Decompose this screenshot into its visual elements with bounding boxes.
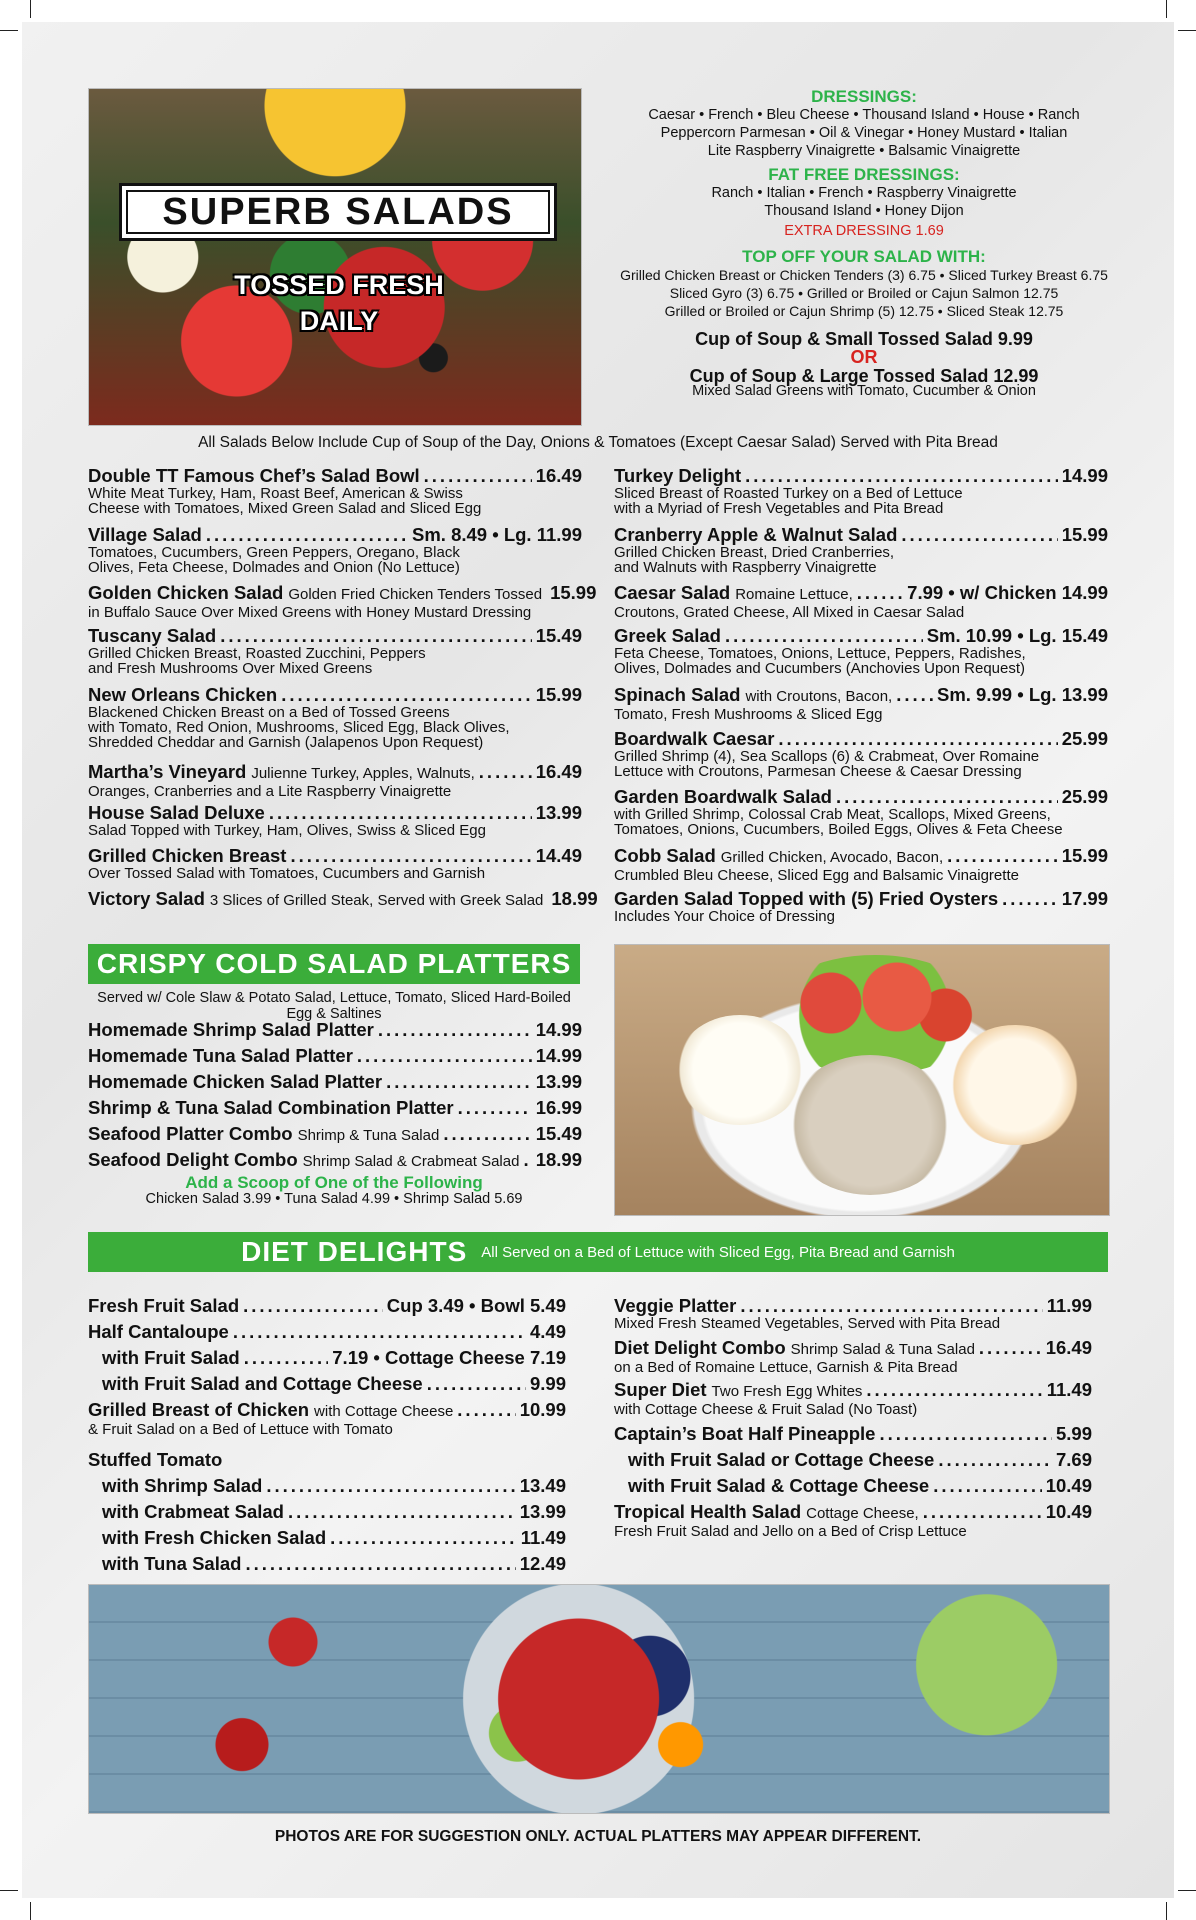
- hero-subtitle: TOSSED FRESH DAILY: [234, 270, 444, 336]
- item-price: 9.99: [529, 1373, 566, 1394]
- item-name: Village Salad: [88, 524, 202, 545]
- item-detail: Crumbled Bleu Cheese, Sliced Egg and Balsamic Vinaigrette: [614, 867, 1019, 884]
- menu-item-row: [102, 1554, 566, 1574]
- item-name: Golden Chicken Salad: [88, 582, 284, 603]
- menu-item-row: [614, 466, 1108, 486]
- item-price: 4.49: [529, 1321, 566, 1342]
- menu-item: [614, 889, 1108, 924]
- menu-item-row: [614, 1502, 1092, 1524]
- menu-item-row: [88, 1046, 582, 1066]
- item-detail: Mixed Fresh Steamed Vegetables, Served with Pita Bread: [614, 1315, 1001, 1332]
- item-price: 10.99: [519, 1399, 566, 1420]
- menu-item: [102, 1528, 566, 1548]
- item-detail: Fresh Fruit Salad and Jello on a Bed of Crisp Lettuce: [614, 1523, 967, 1540]
- leader-dots: [357, 1046, 532, 1066]
- leader-dots: [458, 1098, 532, 1118]
- item-detail: White Meat Turkey, Ham, Roast Beef, American & Swiss: [88, 485, 463, 502]
- item-price: 25.99: [1061, 786, 1108, 807]
- item-detail: with Tomato, Red Onion, Mushrooms, Sliced Egg, Black Olives,: [88, 719, 510, 736]
- menu-item-row: [88, 803, 582, 823]
- menu-item: [88, 1124, 582, 1146]
- item-price: 18.99: [551, 888, 598, 909]
- menu-item: [88, 1296, 566, 1316]
- menu-item: [88, 762, 582, 799]
- menu-item: [88, 1020, 582, 1040]
- item-detail: Tomatoes, Cucumbers, Green Peppers, Oregano, Black: [88, 544, 460, 561]
- scoop-line: Chicken Salad 3.99 • Tuna Salad 4.99 • Shrimp Salad 5.69: [145, 1191, 523, 1207]
- item-detail: Croutons, Grated Cheese, All Mixed in Caesar Salad: [614, 604, 965, 621]
- soup-salad-note: Mixed Salad Greens with Tomato, Cucumber & Onion: [692, 383, 1036, 399]
- item-name: Boardwalk Caesar: [614, 728, 775, 749]
- leader-dots: [330, 1528, 517, 1548]
- leader-dots: [457, 1400, 515, 1420]
- menu-item-row: [88, 1400, 566, 1422]
- leader-dots: [427, 1374, 526, 1394]
- photo-disclaimer: PHOTOS ARE FOR SUGGESTION ONLY. ACTUAL PLATTERS MAY APPEAR DIFFERENT.: [274, 1828, 922, 1845]
- item-detail: Includes Your Choice of Dressing: [614, 908, 835, 925]
- leader-dots: [879, 1424, 1052, 1444]
- leader-dots: [857, 583, 903, 603]
- item-name: Caesar Salad: [614, 582, 731, 603]
- menu-item: [102, 1348, 566, 1368]
- menu-item-row: [614, 1338, 1092, 1360]
- item-name: Shrimp & Tuna Salad Combination Platter: [88, 1097, 454, 1118]
- menu-item: [88, 803, 582, 838]
- item-description: Grilled Chicken, Avocado, Bacon,: [720, 849, 944, 866]
- menu-item-row: [88, 888, 598, 911]
- item-detail: Grilled Shrimp (4), Sea Scallops (6) & Crabmeat, Over Romaine: [614, 748, 1040, 765]
- section-title: SUPERB SALADS: [119, 183, 557, 241]
- item-price: 13.99: [519, 1501, 566, 1522]
- cole-slaw-scoop: [945, 1025, 1085, 1145]
- leader-dots: [979, 1338, 1042, 1358]
- menu-item: [614, 1502, 1092, 1539]
- crop-mark: [1166, 0, 1167, 18]
- item-name: Turkey Delight: [614, 465, 742, 486]
- menu-item: [614, 1296, 1092, 1331]
- item-detail: and Walnuts with Raspberry Vinaigrette: [614, 559, 877, 576]
- extra-dressing: EXTRA DRESSING 1.69: [784, 223, 944, 239]
- menu-item-row: [614, 729, 1108, 749]
- diet-title: DIET DELIGHTS: [241, 1236, 468, 1267]
- item-name: Tuscany Salad: [88, 625, 217, 646]
- menu-item-row: [88, 762, 582, 784]
- item-detail: with Cottage Cheese & Fruit Salad (No Toast): [614, 1401, 918, 1418]
- item-price: 16.99: [535, 1097, 582, 1118]
- leader-dots: [443, 1124, 531, 1144]
- menu-item: [614, 626, 1108, 676]
- leader-dots: [725, 626, 923, 646]
- item-name: Seafood Platter Combo: [88, 1123, 293, 1144]
- diet-delights-heading: [88, 1232, 1108, 1272]
- item-description: Golden Fried Chicken Tenders Tossed: [288, 586, 543, 603]
- menu-item-row: [102, 1476, 566, 1496]
- item-price: Sm. 8.49 • Lg. 11.99: [412, 524, 582, 545]
- menu-item-row: [88, 466, 582, 486]
- item-price: 10.49: [1045, 1501, 1092, 1522]
- item-name: with Fruit Salad: [102, 1347, 240, 1368]
- item-name: Stuffed Tomato: [88, 1449, 223, 1470]
- item-description: Two Fresh Egg Whites: [711, 1383, 863, 1400]
- menu-item: [628, 1476, 1092, 1496]
- crop-mark: [1178, 30, 1196, 31]
- menu-item: [614, 729, 1108, 779]
- crop-mark: [0, 1890, 18, 1891]
- leader-dots: [244, 1348, 329, 1368]
- menu-item-row: [614, 685, 1108, 707]
- item-name: Victory Salad: [88, 888, 205, 909]
- item-detail: Tomatoes, Onions, Cucumbers, Boiled Eggs, Olives & Feta Cheese: [614, 821, 1063, 838]
- item-description: Julienne Turkey, Apples, Walnuts,: [251, 765, 475, 782]
- item-detail: and Fresh Mushrooms Over Mixed Greens: [88, 660, 373, 677]
- item-name: Diet Delight Combo: [614, 1337, 786, 1358]
- menu-item: [88, 1322, 566, 1342]
- menu-item: [614, 525, 1108, 575]
- menu-item: [102, 1374, 566, 1394]
- item-detail: Shredded Cheddar and Garnish (Jalapenos Upon Request): [88, 734, 484, 751]
- item-name: with Fruit Salad and Cottage Cheese: [102, 1373, 423, 1394]
- menu-item: [88, 626, 582, 676]
- item-price: 12.49: [519, 1553, 566, 1574]
- item-detail: Salad Topped with Turkey, Ham, Olives, Swiss & Sliced Egg: [88, 822, 486, 839]
- leader-dots: [901, 525, 1057, 545]
- leader-dots: [386, 1072, 532, 1092]
- leader-dots: [896, 685, 933, 705]
- item-detail: Grilled Chicken Breast, Roasted Zucchini, Peppers: [88, 645, 426, 662]
- item-price: Sm. 10.99 • Lg. 15.49: [926, 625, 1108, 646]
- item-name: Garden Salad Topped with (5) Fried Oysters: [614, 888, 999, 909]
- menu-item: [88, 1072, 582, 1092]
- item-description: Cottage Cheese,: [806, 1505, 919, 1522]
- item-detail: in Buffalo Sauce Over Mixed Greens with Honey Mustard Dressing: [88, 604, 532, 621]
- menu-item-row: [628, 1476, 1092, 1496]
- crop-mark: [0, 30, 18, 31]
- item-detail: Cheese with Tomatoes, Mixed Green Salad and Sliced Egg: [88, 500, 482, 517]
- leader-dots: [938, 1450, 1052, 1470]
- crop-mark: [30, 0, 31, 18]
- menu-item: [614, 1338, 1092, 1375]
- leader-dots: [778, 729, 1057, 749]
- fat-free-line: Thousand Island • Honey Dijon: [764, 203, 964, 219]
- menu-item: [614, 1380, 1092, 1417]
- item-price: 18.99: [535, 1149, 582, 1170]
- leader-dots: [424, 466, 532, 486]
- menu-item-row: [614, 889, 1108, 909]
- fat-free-line: Ranch • Italian • French • Raspberry Vinaigrette: [711, 185, 1017, 201]
- menu-item-row: [628, 1450, 1092, 1470]
- item-name: Tropical Health Salad: [614, 1501, 802, 1522]
- salad-platter-photo: [614, 944, 1110, 1216]
- menu-item-row: [88, 685, 582, 705]
- menu-item-row: [88, 582, 597, 605]
- leader-dots: [243, 1296, 383, 1316]
- menu-item: [88, 466, 582, 516]
- item-name: Super Diet: [614, 1379, 707, 1400]
- soup-salad-large: Cup of Soup & Large Tossed Salad 12.99: [689, 366, 1039, 386]
- top-off-line: Grilled Chicken Breast or Chicken Tenders (3) 6.75 • Sliced Turkey Breast 6.75: [620, 267, 1108, 283]
- item-price: Cup 3.49 • Bowl 5.49: [386, 1295, 566, 1316]
- item-price: 15.49: [535, 625, 582, 646]
- item-name: New Orleans Chicken: [88, 684, 278, 705]
- leader-dots: [378, 1020, 532, 1040]
- leader-dots: [266, 1476, 515, 1496]
- item-price: 11.49: [520, 1527, 566, 1548]
- item-name: with Crabmeat Salad: [102, 1501, 284, 1522]
- item-name: with Tuna Salad: [102, 1553, 242, 1574]
- item-price: 10.49: [1045, 1475, 1092, 1496]
- item-price: 16.49: [535, 761, 582, 782]
- item-name: Double TT Famous Chef’s Salad Bowl: [88, 465, 420, 486]
- menu-item: [102, 1476, 566, 1496]
- item-name: Captain’s Boat Half Pineapple: [614, 1423, 876, 1444]
- item-price: 13.49: [519, 1475, 566, 1496]
- salad-hero-photo: [88, 88, 582, 426]
- menu-item-row: [102, 1502, 566, 1522]
- leader-dots: [745, 466, 1058, 486]
- crop-mark: [1178, 1890, 1196, 1891]
- top-off-heading: TOP OFF YOUR SALAD WITH:: [742, 247, 986, 266]
- menu-item-row: [88, 1020, 582, 1040]
- item-price: 14.99: [535, 1019, 582, 1040]
- menu-item-row: [614, 1380, 1092, 1402]
- item-price: 13.99: [535, 802, 582, 823]
- tuna-salad-scoop: [785, 1055, 955, 1195]
- menu-item-row: [88, 626, 582, 646]
- menu-item-row: [102, 1348, 566, 1368]
- or-label: OR: [850, 347, 878, 367]
- item-price: 15.49: [535, 1123, 582, 1144]
- menu-item: [88, 846, 582, 881]
- item-detail: Feta Cheese, Tomatoes, Onions, Lettuce, Peppers, Radishes,: [614, 645, 1026, 662]
- item-price: 16.49: [535, 465, 582, 486]
- menu-item: [614, 846, 1108, 883]
- menu-item-row: [88, 1322, 566, 1342]
- item-name: with Fruit Salad & Cottage Cheese: [628, 1475, 930, 1496]
- item-price: 5.99: [1055, 1423, 1092, 1444]
- item-description: 3 Slices of Grilled Steak, Served with Greek Salad: [209, 892, 544, 909]
- item-price: 15.99: [550, 582, 597, 603]
- menu-item: [88, 1098, 582, 1118]
- diet-subtitle: All Served on a Bed of Lettuce with Sliced Egg, Pita Bread and Garnish: [481, 1243, 955, 1261]
- item-price: 14.99: [1061, 465, 1108, 486]
- item-name: Grilled Chicken Breast: [88, 845, 287, 866]
- item-description: Shrimp Salad & Crabmeat Salad: [302, 1153, 520, 1170]
- item-description: with Croutons, Bacon,: [745, 688, 893, 705]
- menu-item: [88, 685, 582, 750]
- salads-note: All Salads Below Include Cup of Soup of the Day, Onions & Tomatoes (Except Caesar Salad) Served with Pita Bread: [198, 434, 998, 451]
- item-description: Romaine Lettuce,: [735, 586, 853, 603]
- leader-dots: [245, 1554, 515, 1574]
- item-detail: Over Tossed Salad with Tomatoes, Cucumbers and Garnish: [88, 865, 486, 882]
- top-off-line: Sliced Gyro (3) 6.75 • Grilled or Broiled or Cajun Salmon 12.75: [669, 285, 1059, 301]
- item-detail: on a Bed of Romaine Lettuce, Garnish & Pita Bread: [614, 1359, 958, 1376]
- item-name: with Shrimp Salad: [102, 1475, 263, 1496]
- menu-item: [614, 685, 1108, 722]
- leader-dots: [1002, 889, 1058, 909]
- top-off-line: Grilled or Broiled or Cajun Shrimp (5) 12.75 • Sliced Steak 12.75: [664, 303, 1064, 319]
- item-price: 15.99: [1061, 524, 1108, 545]
- item-detail: Blackened Chicken Breast on a Bed of Tossed Greens: [88, 704, 450, 721]
- leader-dots: [290, 846, 531, 866]
- item-detail: with Grilled Shrimp, Colossal Crab Meat, Scallops, Mixed Greens,: [614, 806, 1051, 823]
- menu-item-row: [102, 1374, 566, 1394]
- leader-dots: [923, 1502, 1042, 1522]
- item-price: 15.99: [535, 684, 582, 705]
- platters-heading: CRISPY COLD SALAD PLATTERS: [88, 944, 580, 984]
- menu-item: [88, 1400, 566, 1437]
- item-detail: Sliced Breast of Roasted Turkey on a Bed of Lettuce: [614, 485, 963, 502]
- item-detail: Olives, Dolmades and Cucumbers (Anchovies Upon Request): [614, 660, 1026, 677]
- menu-item: [88, 1450, 566, 1470]
- fat-free-heading: FAT FREE DRESSINGS:: [768, 165, 960, 184]
- menu-item: [88, 1046, 582, 1066]
- menu-item: [88, 525, 582, 575]
- leader-dots: [281, 685, 532, 705]
- menu-item-row: [614, 1296, 1092, 1316]
- dressings-line: Lite Raspberry Vinaigrette • Balsamic Vinaigrette: [707, 143, 1021, 159]
- menu-item: [88, 888, 598, 911]
- item-price: 7.99 • w/ Chicken 14.99: [907, 582, 1108, 603]
- item-name: Grilled Breast of Chicken: [88, 1399, 310, 1420]
- item-description: Shrimp Salad & Tuna Salad: [790, 1341, 975, 1358]
- menu-item-row: [614, 787, 1108, 807]
- item-price: 14.49: [535, 845, 582, 866]
- menu-item: [102, 1502, 566, 1522]
- item-name: Spinach Salad: [614, 684, 741, 705]
- crop-mark: [1166, 1902, 1167, 1920]
- menu-item-row: [102, 1528, 566, 1548]
- fruit-salad-photo: [88, 1584, 1110, 1814]
- menu-item-row: [88, 1150, 582, 1172]
- item-detail: Olives, Feta Cheese, Dolmades and Onion (No Lettuce): [88, 559, 460, 576]
- dressings-heading: DRESSINGS:: [811, 87, 917, 106]
- item-price: 7.69: [1055, 1449, 1092, 1470]
- dressings-line: Peppercorn Parmesan • Oil & Vinegar • Honey Mustard • Italian: [660, 125, 1068, 141]
- leader-dots: [206, 525, 408, 545]
- leader-dots: [288, 1502, 516, 1522]
- item-price: 15.99: [1061, 845, 1108, 866]
- item-detail: with a Myriad of Fresh Vegetables and Pita Bread: [614, 500, 944, 517]
- menu-item-row: [88, 1450, 566, 1470]
- item-price: 7.19 • Cottage Cheese 7.19: [332, 1347, 566, 1368]
- item-name: Homemade Shrimp Salad Platter: [88, 1019, 374, 1040]
- item-detail: Lettuce with Croutons, Parmesan Cheese & Caesar Dressing: [614, 763, 1022, 780]
- menu-item-row: [88, 1124, 582, 1146]
- scoop-heading: Add a Scoop of One of the Following: [185, 1173, 483, 1192]
- scoop-panel: [88, 1174, 580, 1208]
- item-name: House Salad Deluxe: [88, 802, 265, 823]
- leader-dots: [866, 1380, 1042, 1400]
- item-name: with Fruit Salad or Cottage Cheese: [628, 1449, 935, 1470]
- menu-item: [88, 1150, 582, 1172]
- soup-salad-small: Cup of Soup & Small Tossed Salad 9.99: [695, 329, 1033, 349]
- menu-item-row: [614, 626, 1108, 646]
- item-detail: Oranges, Cranberries and a Lite Raspberry Vinaigrette: [88, 783, 452, 800]
- item-name: Homemade Tuna Salad Platter: [88, 1045, 353, 1066]
- item-name: Homemade Chicken Salad Platter: [88, 1071, 383, 1092]
- menu-item-row: [88, 525, 582, 545]
- menu-item: [628, 1450, 1092, 1470]
- dressings-panel: [614, 88, 1114, 399]
- menu-item-row: [88, 1072, 582, 1092]
- menu-item: [102, 1554, 566, 1574]
- menu-item-row: [88, 1296, 566, 1316]
- potato-salad-scoop: [675, 1015, 805, 1125]
- item-detail: Grilled Chicken Breast, Dried Cranberries,: [614, 544, 895, 561]
- item-name: Cobb Salad: [614, 845, 716, 866]
- item-price: 11.99: [1046, 1295, 1092, 1316]
- dressings-line: Caesar • French • Bleu Cheese • Thousand Island • House • Ranch: [648, 107, 1080, 123]
- item-price: 16.49: [1045, 1337, 1092, 1358]
- menu-item-row: [614, 525, 1108, 545]
- leader-dots: [836, 787, 1058, 807]
- menu-item-row: [88, 846, 582, 866]
- menu-item: [614, 787, 1108, 837]
- item-price: Sm. 9.99 • Lg. 13.99: [936, 684, 1108, 705]
- leader-dots: [947, 846, 1058, 866]
- item-price: 14.99: [535, 1045, 582, 1066]
- menu-item: [614, 466, 1108, 516]
- item-name: with Fresh Chicken Salad: [102, 1527, 327, 1548]
- item-name: Seafood Delight Combo: [88, 1149, 298, 1170]
- crop-mark: [30, 1902, 31, 1920]
- item-name: Half Cantaloupe: [88, 1321, 229, 1342]
- menu-item-row: [614, 846, 1108, 868]
- item-name: Veggie Platter: [614, 1295, 737, 1316]
- item-description: Shrimp & Tuna Salad: [297, 1127, 440, 1144]
- leader-dots: [933, 1476, 1042, 1496]
- menu-item-row: [88, 1098, 582, 1118]
- item-price: 17.99: [1061, 888, 1108, 909]
- menu-item-row: [614, 1424, 1092, 1444]
- item-name: Fresh Fruit Salad: [88, 1295, 240, 1316]
- leader-dots: [233, 1322, 526, 1342]
- leader-dots: [220, 626, 532, 646]
- menu-item-row: [614, 583, 1108, 605]
- item-name: Greek Salad: [614, 625, 721, 646]
- menu-item: [614, 583, 1108, 620]
- item-name: Cranberry Apple & Walnut Salad: [614, 524, 898, 545]
- item-name: Garden Boardwalk Salad: [614, 786, 832, 807]
- item-price: 13.99: [535, 1071, 582, 1092]
- item-price: 11.49: [1046, 1379, 1092, 1400]
- item-name: Martha’s Vineyard: [88, 761, 247, 782]
- item-detail: & Fruit Salad on a Bed of Lettuce with Tomato: [88, 1421, 393, 1438]
- menu-item: [88, 582, 597, 621]
- item-description: with Cottage Cheese: [314, 1403, 454, 1420]
- platters-note: Served w/ Cole Slaw & Potato Salad, Lettuce, Tomato, Sliced Hard-Boiled Egg & Saltines: [97, 990, 571, 1022]
- leader-dots: [740, 1296, 1042, 1316]
- leader-dots: [479, 762, 532, 782]
- leader-dots: [523, 1150, 531, 1170]
- item-detail: Tomato, Fresh Mushrooms & Sliced Egg: [614, 706, 883, 723]
- item-price: 25.99: [1061, 728, 1108, 749]
- menu-item: [614, 1424, 1092, 1444]
- leader-dots: [269, 803, 532, 823]
